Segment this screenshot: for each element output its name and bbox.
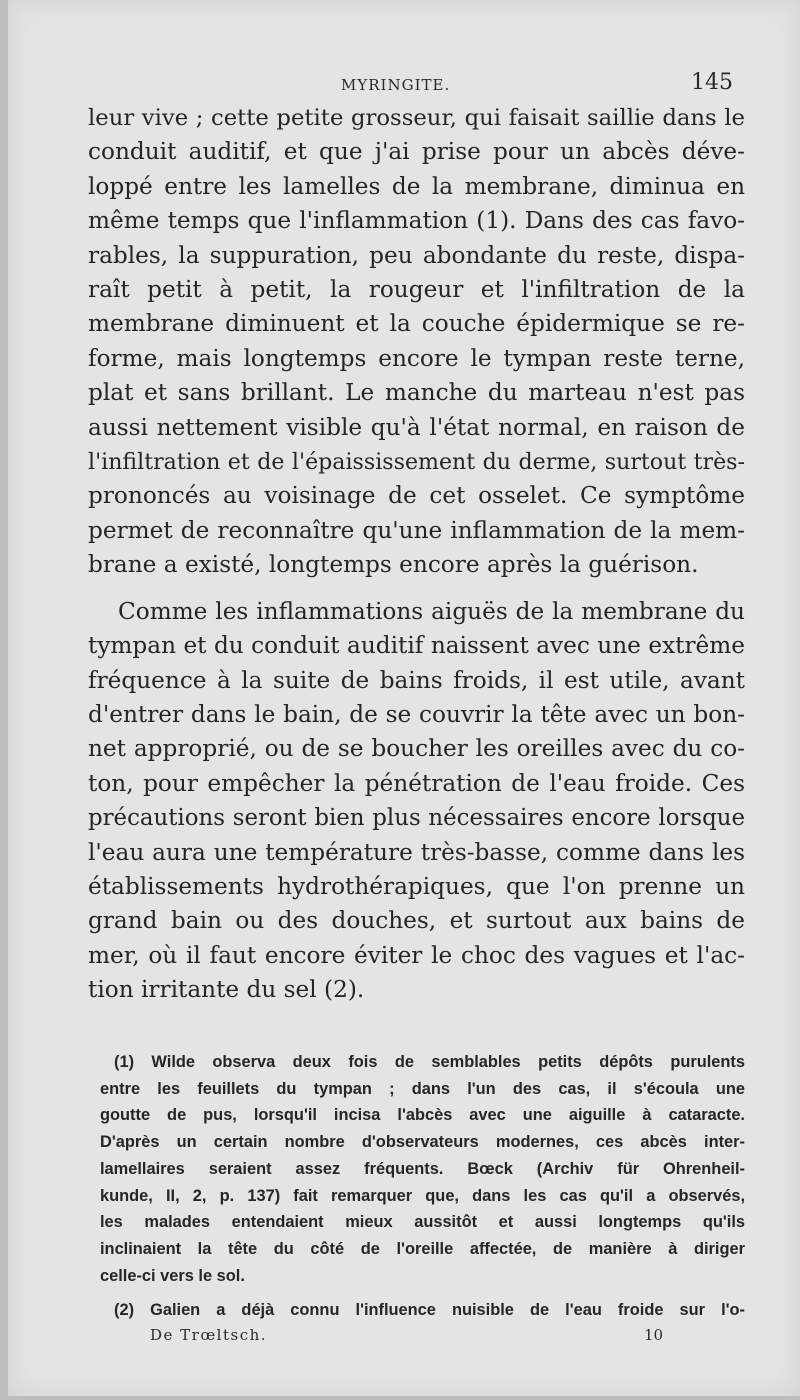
- running-head: [8, 66, 800, 96]
- text-line: rables, la suppuration, peu abondante du reste, dispa-: [88, 241, 745, 269]
- text-line: brane a existé, longtemps encore après la guérison.: [88, 551, 699, 579]
- book-page: [8, 0, 800, 1396]
- paragraph-gap: [88, 583, 745, 595]
- text-line: ton, pour empêcher la pénétration de l'eau froide. Ces: [88, 769, 745, 797]
- text-line: grand bain ou des douches, et surtout aux bains de: [88, 907, 745, 935]
- footnote-line: (2) Galien a déjà connu l'influence nuisible de l'eau froide sur l'o-: [114, 1301, 745, 1320]
- text-line: établissements hydrothérapiques, que l'on prenne un: [88, 872, 745, 900]
- text-line: précautions seront bien plus nécessaires encore lorsque: [88, 805, 745, 832]
- signature-number: 10: [644, 1326, 664, 1344]
- text-line: membrane diminuent et la couche épidermique se re-: [88, 310, 745, 338]
- text-line: net approprié, ou de se boucher les oreilles avec du co-: [88, 735, 745, 763]
- text-line: loppé entre les lamelles de la membrane, diminua en: [88, 172, 745, 200]
- text-line: l'eau aura une température très-basse, comme dans les: [88, 838, 745, 866]
- paragraph: [88, 595, 745, 1008]
- text-line: Comme les inflammations aiguës de la membrane du: [118, 597, 745, 625]
- footnotes: [100, 1049, 745, 1324]
- text-line: plat et sans brillant. Le manche du marteau n'est pas: [88, 379, 745, 407]
- text-line: même temps que l'inflammation (1). Dans des cas favo-: [88, 207, 745, 235]
- text-line: prononcés au voisinage de cet osselet. Ce symptôme: [88, 482, 745, 510]
- signature-name: De Trœltsch.: [150, 1326, 268, 1344]
- footnote-1: [100, 1049, 745, 1289]
- text-line: fréquence à la suite de bains froids, il est utile, avant: [88, 666, 745, 694]
- paragraph: [88, 101, 745, 583]
- text-line: tympan et du conduit auditif naissent avec une extrême: [88, 632, 745, 660]
- footnote-2: [100, 1297, 745, 1324]
- text-line: forme, mais longtemps encore le tympan reste terne,: [88, 344, 745, 372]
- text-line: aussi nettement visible qu'à l'état normal, en raison de: [88, 413, 745, 441]
- text-line: raît petit à petit, la rougeur et l'infiltration de la: [88, 276, 745, 304]
- running-title: MYRINGITE.: [341, 76, 451, 94]
- footnote-line: inclinaient la tête du côté de l'oreille affectée, de manière à diriger: [100, 1239, 745, 1258]
- body-text: [88, 101, 745, 1008]
- footnote-line: entre les feuillets du tympan ; dans l'un des cas, il s'écoula une: [100, 1079, 745, 1098]
- footnote-line: (1) Wilde observa deux fois de semblables petits dépôts purulents: [114, 1053, 745, 1071]
- text-line: leur vive ; cette petite grosseur, qui faisait saillie dans le: [88, 105, 745, 131]
- text-line: mer, où il faut encore éviter le choc des vagues et l'ac-: [88, 941, 745, 969]
- text-line: conduit auditif, et que j'ai prise pour un abcès déve-: [88, 138, 745, 166]
- footnote-gap: [100, 1289, 745, 1297]
- text-line: l'infiltration et de l'épaississement du derme, surtout très-: [88, 449, 745, 476]
- footnote-line: les malades entendaient mieux aussitôt et aussi longtemps qu'ils: [100, 1213, 745, 1232]
- page-number: 145: [691, 70, 733, 95]
- text-line: permet de reconnaître qu'une inflammation de la mem-: [88, 516, 745, 544]
- footnote-line: D'après un certain nombre d'observateurs modernes, ces abcès inter-: [100, 1133, 745, 1152]
- footnote-line: kunde, II, 2, p. 137) fait remarquer que, dans les cas qu'il a observés,: [100, 1186, 745, 1205]
- signature-line: [8, 1326, 800, 1350]
- text-line: tion irritante du sel (2).: [88, 976, 365, 1004]
- footnote-line: lamellaires seraient assez fréquents. Bœck (Archiv für Ohrenheil-: [100, 1159, 745, 1178]
- footnote-line: celle-ci vers le sol.: [100, 1266, 245, 1285]
- footnote-line: goutte de pus, lorsqu'il incisa l'abcès avec une aiguille à cataracte.: [100, 1106, 745, 1125]
- text-line: d'entrer dans le bain, de se couvrir la tête avec un bon-: [88, 700, 745, 728]
